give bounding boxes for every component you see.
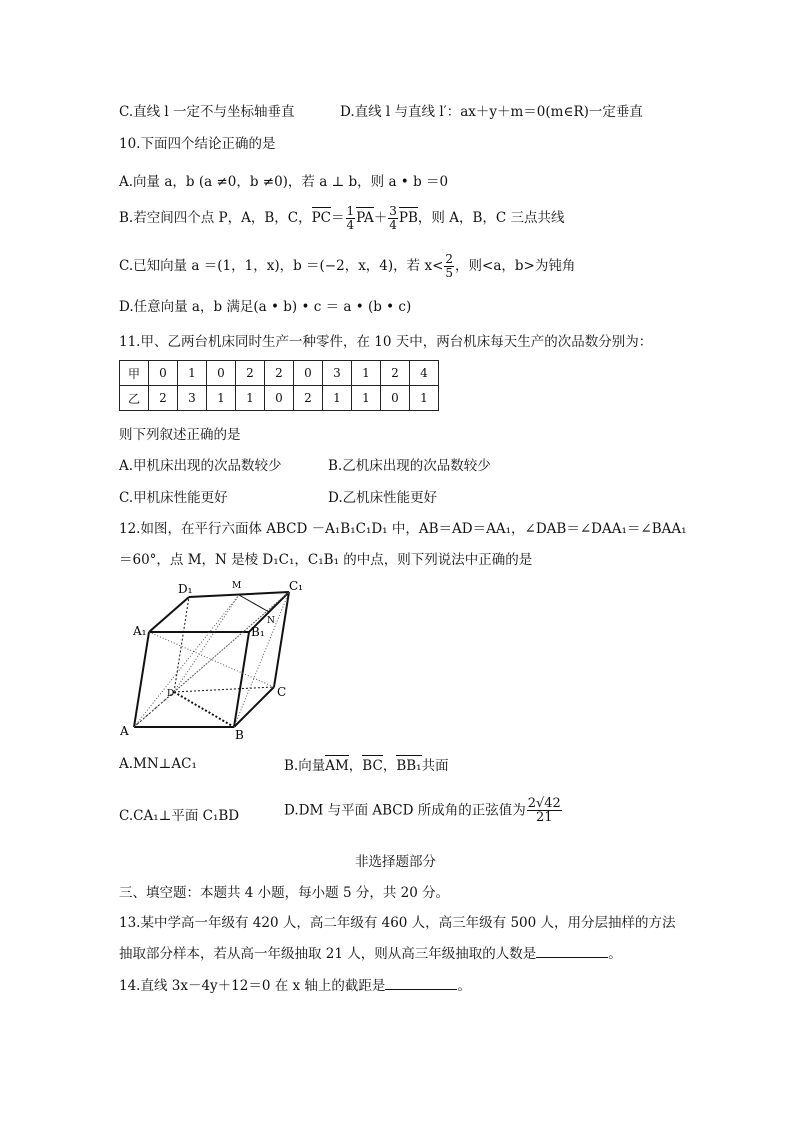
edge-d1c1 — [189, 592, 289, 597]
edge-dc-hidden — [174, 687, 274, 692]
fraction-1-numerator: 1 — [346, 204, 355, 218]
table-cell: 0 — [207, 361, 236, 386]
q12-option-b-prefix: B.向量 — [284, 758, 326, 774]
edge-cc1 — [274, 592, 289, 687]
table-cell: 2 — [265, 361, 294, 386]
table-cell: 乙 — [120, 386, 149, 411]
q10-option-b-suffix: ，则 A，B，C 三点共线 — [417, 210, 565, 226]
label-b: B — [235, 728, 244, 742]
vector-pa: PA — [356, 207, 374, 227]
table-cell: 4 — [410, 361, 439, 386]
table-cell: 1 — [323, 386, 352, 411]
fraction-2-5-numerator: 2 — [445, 252, 454, 266]
table-cell: 甲 — [120, 361, 149, 386]
edge-dd1-hidden — [174, 597, 189, 692]
vector-pb: PB — [399, 207, 418, 227]
label-d: D — [167, 689, 175, 699]
segment-mn — [239, 595, 269, 612]
label-a: A — [120, 724, 129, 738]
q12-option-b-suffix: 共面 — [421, 758, 449, 774]
q11-option-b: B.乙机床出现的次品数较少 — [328, 458, 491, 474]
table-cell: 1 — [410, 386, 439, 411]
q10-option-c-suffix: ，则<a，b>为钝角 — [455, 258, 576, 274]
q13-line2 — [119, 945, 622, 963]
fraction-sine-numerator: 2√42 — [527, 796, 561, 811]
q12-option-a: A.MN⊥AC₁ — [119, 756, 197, 772]
q11-after: 则下列叙述正确的是 — [119, 427, 241, 443]
q11-stem: 11.甲、乙两台机床同时生产一种零件，在 10 天中，两台机床每天生产的次品数分别为： — [119, 334, 653, 350]
table-cell: 2 — [149, 386, 178, 411]
label-m: M — [232, 581, 242, 591]
q10-option-d: D.任意向量 a，b 满足(a • b) • c ＝ a • (b • c) — [119, 299, 412, 315]
q10-option-b-prefix: B.若空间四个点 P，A，B，C， — [119, 210, 312, 226]
label-n: N — [267, 616, 275, 626]
fraction-2-numerator: 3 — [389, 204, 397, 218]
q12-option-d-prefix: D.DM 与平面 ABCD 所成角的正弦值为 — [284, 802, 526, 819]
table-cell: 3 — [178, 386, 207, 411]
q12-stem-line2: ＝60°，点 M，N 是棱 D₁C₁，C₁B₁ 的中点，则下列说法中正确的是 — [119, 552, 533, 568]
parallelepiped-figure — [115, 575, 315, 745]
q12-option-d — [284, 797, 563, 824]
q12-option-b: B.向量AM，BC，BB₁共面 — [284, 755, 449, 775]
q9-option-d: D.直线 l 与直线 l′：ax＋y＋m＝0(m∈R)一定垂直 — [340, 104, 643, 120]
q11-option-a: A.甲机床出现的次品数较少 — [119, 458, 282, 474]
fraction-2 — [388, 205, 398, 232]
q14-end: 。 — [457, 978, 471, 994]
label-d1: D₁ — [178, 582, 193, 596]
answer-blank[interactable] — [385, 977, 457, 990]
table-row — [120, 361, 439, 386]
fraction-2-5-denominator: 5 — [445, 266, 454, 280]
q10-option-c-prefix: C.已知向量 a ＝(1，1，x)，b ＝(−2，x，4)，若 x< — [119, 258, 444, 274]
table-cell: 0 — [265, 386, 294, 411]
fraction-1-denominator: 4 — [346, 218, 355, 232]
table-cell: 0 — [149, 361, 178, 386]
edge-aa1 — [134, 632, 149, 727]
q13-line1: 13.某中学高一年级有 420 人，高二年级有 460 人，高三年级有 500 人，用分层抽样的方法 — [119, 915, 676, 931]
q14-text: 14.直线 3x－4y＋12＝0 在 x 轴上的截距是 — [119, 978, 386, 994]
q10-stem: 10.下面四个结论正确的是 — [119, 136, 276, 152]
table-row — [120, 386, 439, 411]
fraction-1 — [346, 205, 356, 232]
q9-option-c: C.直线 l 一定不与坐标轴垂直 — [119, 104, 295, 120]
q12-option-c: C.CA₁⊥平面 C₁BD — [119, 808, 240, 824]
defect-table — [119, 360, 439, 411]
line-ac1 — [134, 592, 289, 727]
part3-heading: 三、填空题：本题共 4 小题，每小题 5 分，共 20 分。 — [119, 885, 450, 901]
table-cell: 2 — [294, 386, 323, 411]
line-bc1 — [234, 592, 289, 727]
edge-db-hidden — [174, 692, 234, 727]
q14-line — [119, 977, 471, 995]
table-cell: 1 — [352, 361, 381, 386]
q11-option-c: C.甲机床性能更好 — [119, 490, 228, 506]
q11-option-d: D.乙机床性能更好 — [328, 490, 438, 506]
vector-am: AM — [325, 755, 349, 775]
q10-option-a: A.向量 a，b (a ≠0，b ≠0)，若 a ⊥ b，则 a • b ＝0 — [119, 174, 449, 190]
label-b1: B₁ — [251, 625, 265, 639]
q10-option-c — [119, 253, 575, 280]
table-cell: 1 — [207, 386, 236, 411]
section-title: 非选择题部分 — [355, 854, 436, 870]
vector-bc: BC — [362, 755, 383, 775]
table-cell: 3 — [323, 361, 352, 386]
table-cell: 1 — [236, 386, 265, 411]
line-am — [134, 595, 239, 727]
label-c1: C₁ — [289, 579, 303, 593]
table-cell: 0 — [381, 386, 410, 411]
answer-blank[interactable] — [536, 945, 608, 958]
label-a1: A₁ — [133, 624, 147, 638]
fraction-2-5 — [444, 253, 454, 280]
table-cell: 0 — [294, 361, 323, 386]
table-cell: 1 — [178, 361, 207, 386]
table-cell: 2 — [236, 361, 265, 386]
table-cell: 2 — [381, 361, 410, 386]
edge-bb1 — [234, 632, 249, 727]
vector-bb1: BB₁ — [396, 755, 421, 775]
fraction-2-denominator: 4 — [389, 218, 397, 232]
label-c: C — [277, 685, 287, 699]
vector-pc: PC — [312, 207, 331, 227]
q12-stem-line1: 12.如图，在平行六面体 ABCD －A₁B₁C₁D₁ 中，AB＝AD＝AA₁，∠DAB＝∠DAA₁＝∠BAA₁ — [119, 521, 687, 537]
fraction-sine-denominator: 21 — [536, 810, 553, 825]
table-cell: 1 — [352, 386, 381, 411]
q13-line2-text: 抽取部分样本，若从高一年级抽取 21 人，则从高三年级抽取的人数是 — [119, 946, 537, 962]
edge-a1d1 — [149, 597, 189, 632]
q10-option-b: B.若空间四个点 P，A，B，C，PC＝ $\frac{1}{4}$ PA＋ $\frac{3}{4}$ PB，则 A，B，C 三点共线 — [119, 204, 565, 232]
q13-end: 。 — [608, 946, 622, 962]
fraction-sine — [527, 797, 562, 824]
